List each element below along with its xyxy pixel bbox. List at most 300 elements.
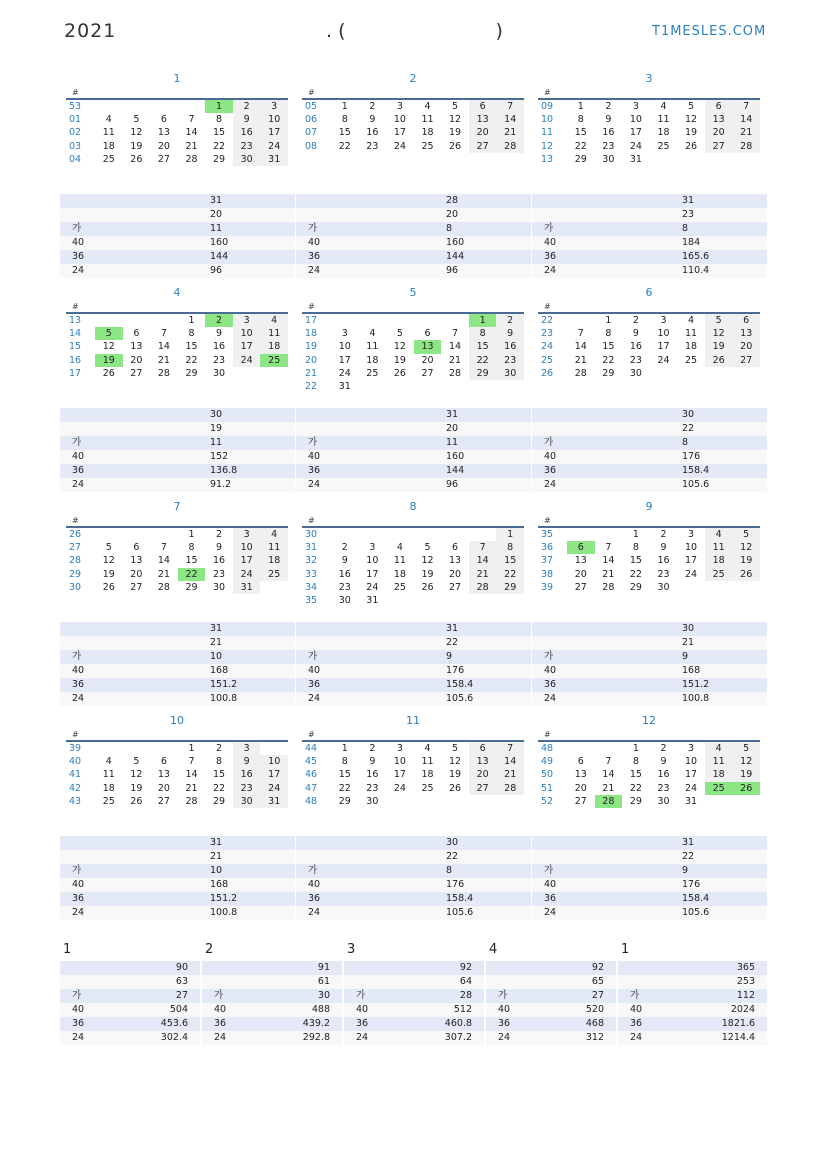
- stats-value: 151.2: [210, 679, 238, 690]
- day-cell: [567, 314, 595, 327]
- stats-row: [60, 622, 295, 636]
- day-cell: 26: [393, 367, 406, 379]
- day-cell: 21: [732, 126, 760, 139]
- day-cell: 23: [366, 782, 379, 794]
- quarter-stats-label: 가: [214, 990, 224, 1001]
- stats-row: [60, 878, 295, 892]
- day-cell: [650, 367, 678, 380]
- stats-row: [296, 850, 531, 864]
- day-cell: 31: [233, 581, 261, 594]
- day-cell: 5: [705, 314, 733, 327]
- stats-label: 40: [544, 879, 557, 890]
- quarter-stats-row: [344, 975, 484, 989]
- stats-value: 168: [210, 879, 229, 890]
- day-cell: 7: [577, 328, 584, 340]
- month-title: 6: [645, 286, 653, 299]
- day-cell: 30: [366, 795, 379, 807]
- week-number: 42: [69, 782, 82, 794]
- day-cell: 12: [102, 341, 115, 353]
- quarter-stats-value: 453.6: [160, 1018, 188, 1029]
- day-cell: 20: [157, 140, 170, 152]
- week-number: 21: [305, 367, 318, 379]
- day-cell: 31: [366, 594, 379, 606]
- day-cell: 22: [629, 782, 642, 794]
- day-cell: 29: [185, 367, 198, 379]
- stats-row: [60, 664, 295, 678]
- day-cell: 25: [102, 153, 115, 165]
- quarter-stats-label: 가: [72, 990, 82, 1001]
- stats-value: 10: [210, 651, 223, 662]
- day-cell: 4: [105, 114, 112, 126]
- month-stats-table: [296, 622, 531, 706]
- week-number: 03: [69, 140, 82, 152]
- quarter-stats-label: 40: [72, 1004, 85, 1015]
- stats-label: 24: [544, 479, 557, 490]
- quarter-stats-row: [202, 1003, 342, 1017]
- month-title: 1: [173, 72, 181, 85]
- day-cell: 29: [602, 367, 615, 379]
- stats-value: 11: [210, 437, 223, 448]
- stats-row: [532, 222, 767, 236]
- month-stats-table: [532, 622, 767, 706]
- day-cell: 17: [629, 127, 642, 139]
- day-cell: 22: [574, 140, 587, 152]
- quarter-stats-row: [344, 989, 484, 1003]
- month-stats-table: [532, 836, 767, 920]
- day-cell: 29: [629, 795, 642, 807]
- day-cell: 25: [393, 581, 406, 593]
- day-cell: [150, 528, 178, 541]
- stats-row: [296, 264, 531, 278]
- day-cell: [677, 153, 705, 166]
- week-number: 44: [305, 743, 318, 754]
- day-cell: 4: [260, 314, 288, 327]
- day-cell: 23: [233, 782, 261, 795]
- stats-label: 24: [544, 693, 557, 704]
- day-cell: 20: [157, 782, 170, 794]
- day-cell: 31: [685, 795, 698, 807]
- quarter-title: 3: [347, 942, 356, 957]
- stats-row: [296, 194, 531, 208]
- quarter-stats-value: 439.2: [302, 1018, 330, 1029]
- stats-value: 20: [210, 209, 223, 220]
- day-cell: 21: [602, 782, 615, 794]
- stats-label: 24: [308, 907, 321, 918]
- stats-value: 158.4: [446, 679, 474, 690]
- day-cell: 30: [233, 795, 261, 808]
- stats-value: 176: [682, 879, 701, 890]
- stats-row: [60, 208, 295, 222]
- day-cell: [123, 100, 151, 113]
- day-cell: 9: [341, 555, 348, 567]
- day-cell: 21: [185, 140, 198, 152]
- stats-value: 20: [446, 209, 459, 220]
- quarter-stats-row: [486, 989, 616, 1003]
- day-cell: 2: [369, 743, 376, 754]
- stats-row: [532, 836, 767, 850]
- day-cell: 26: [102, 367, 115, 379]
- quarter-stats-row: [344, 961, 484, 975]
- day-cell: 2: [605, 101, 612, 112]
- stats-label: 40: [544, 237, 557, 248]
- stats-label: 36: [308, 465, 321, 476]
- day-cell: [469, 380, 497, 393]
- stats-row: [296, 650, 531, 664]
- day-cell: [732, 795, 760, 808]
- stats-value: 30: [210, 409, 223, 420]
- quarter-stats-row: [344, 1031, 484, 1045]
- month-calendar: [302, 286, 524, 393]
- day-cell: 24: [366, 581, 379, 593]
- quarter-stats-row: [618, 1031, 767, 1045]
- stats-label: 36: [308, 679, 321, 690]
- day-cell: 18: [705, 554, 733, 567]
- day-cell: 19: [732, 768, 760, 781]
- day-cell: 23: [213, 354, 226, 366]
- day-cell: 1: [632, 529, 639, 540]
- day-cell: 5: [105, 542, 112, 554]
- stats-label: 36: [72, 893, 85, 904]
- day-cell: 3: [369, 542, 376, 554]
- day-cell: [178, 100, 206, 113]
- quarter-stats-row: [618, 961, 767, 975]
- month-grid: [538, 312, 760, 380]
- day-cell: [496, 380, 524, 393]
- day-cell: 17: [685, 769, 698, 781]
- day-cell: [469, 594, 497, 607]
- week-number: 30: [305, 529, 318, 540]
- quarter-stats-table: [618, 961, 767, 1045]
- week-number: 48: [305, 795, 318, 807]
- quarter-title: 1: [621, 942, 630, 957]
- quarter-title: 1: [63, 942, 72, 957]
- stats-value: 105.6: [446, 693, 474, 704]
- day-cell: [414, 594, 442, 607]
- quarter-stats-value: 64: [459, 976, 472, 987]
- day-cell: 8: [341, 114, 348, 126]
- day-cell: [260, 367, 288, 380]
- day-cell: 16: [338, 568, 351, 580]
- week-number-header: #: [72, 302, 79, 311]
- day-cell: 5: [732, 742, 760, 755]
- week-number: 35: [305, 594, 318, 606]
- day-cell: 24: [685, 568, 698, 580]
- day-cell: 27: [449, 581, 462, 593]
- day-cell: [123, 528, 151, 541]
- week-number: 43: [69, 795, 82, 807]
- stats-row: [60, 478, 295, 492]
- stats-label: 36: [544, 893, 557, 904]
- month-grid: [538, 526, 760, 594]
- week-number-header: #: [544, 302, 551, 311]
- quarter-stats-value: 307.2: [444, 1032, 472, 1043]
- day-cell: 8: [216, 756, 223, 768]
- week-number: 26: [541, 367, 554, 379]
- day-cell: 15: [574, 127, 587, 139]
- stats-value: 22: [446, 637, 459, 648]
- day-cell: 16: [496, 340, 524, 353]
- week-number-header: #: [544, 88, 551, 97]
- month-calendar: [302, 500, 524, 607]
- stats-label: 40: [308, 665, 321, 676]
- day-cell: 19: [393, 354, 406, 366]
- day-cell: 28: [157, 581, 170, 593]
- month-title: 8: [409, 500, 417, 513]
- stats-value: 9: [682, 651, 689, 662]
- day-cell: 14: [185, 769, 198, 781]
- stats-row: [532, 422, 767, 436]
- day-cell: 31: [260, 795, 288, 808]
- week-number: 01: [69, 114, 82, 126]
- stats-label: 36: [544, 679, 557, 690]
- quarter-stats-value: 1214.4: [721, 1032, 755, 1043]
- week-number: 09: [541, 101, 554, 112]
- day-cell: 3: [660, 315, 667, 326]
- quarter-stats-table: [202, 961, 342, 1045]
- day-cell: 9: [496, 327, 524, 340]
- stats-row: [296, 622, 531, 636]
- stats-value: 91.2: [210, 479, 232, 490]
- day-cell: [95, 100, 123, 113]
- day-cell: 27: [421, 367, 434, 379]
- day-cell: 9: [632, 328, 639, 340]
- day-cell: [260, 742, 288, 755]
- header-subtitle-right: ): [495, 20, 503, 42]
- day-cell: 20: [705, 126, 733, 139]
- day-cell: 21: [449, 354, 462, 366]
- site-logo[interactable]: T1MESLES.COM: [652, 24, 767, 39]
- stats-value: 8: [682, 437, 689, 448]
- quarter-stats-value: 292.8: [302, 1032, 330, 1043]
- day-cell: 24: [685, 782, 698, 794]
- day-cell: 1: [605, 315, 612, 326]
- day-cell: 19: [421, 568, 434, 580]
- day-cell: 25: [260, 354, 288, 367]
- quarter-stats-row: [60, 1031, 200, 1045]
- quarter-stats-value: 90: [175, 962, 188, 973]
- week-number: 20: [305, 354, 318, 366]
- day-cell: 27: [157, 153, 170, 165]
- month-grid: [66, 526, 288, 594]
- stats-row: [532, 678, 767, 692]
- stats-row: [532, 622, 767, 636]
- day-cell: 18: [366, 354, 379, 366]
- day-cell: [732, 153, 760, 166]
- day-cell: 26: [130, 795, 143, 807]
- day-cell: [441, 528, 469, 541]
- day-cell: 8: [632, 756, 639, 768]
- day-cell: 11: [685, 328, 698, 340]
- day-cell: 18: [657, 127, 670, 139]
- day-cell: 31: [629, 153, 642, 165]
- stats-label: 40: [544, 665, 557, 676]
- stats-label: 가: [72, 865, 82, 876]
- header-subtitle: [326, 20, 503, 42]
- day-cell: [677, 367, 705, 380]
- month-grid: [66, 312, 288, 380]
- day-cell: 28: [496, 782, 524, 795]
- day-cell: 16: [213, 341, 226, 353]
- quarter-stats-label: 36: [214, 1018, 227, 1029]
- stats-row: [296, 222, 531, 236]
- stats-value: 184: [682, 237, 701, 248]
- day-cell: 10: [393, 756, 406, 768]
- day-cell: 27: [469, 140, 497, 153]
- stats-row: [60, 264, 295, 278]
- month-grid: [66, 740, 288, 808]
- week-number: 29: [69, 568, 82, 580]
- day-cell: 18: [260, 340, 288, 353]
- quarter-stats-label: 24: [498, 1032, 511, 1043]
- day-cell: 4: [705, 742, 733, 755]
- day-cell: 10: [685, 542, 698, 554]
- day-cell: [386, 380, 414, 393]
- day-cell: [386, 314, 414, 327]
- day-cell: 10: [233, 327, 261, 340]
- quarter-stats-value: 1821.6: [721, 1018, 755, 1029]
- day-cell: 17: [685, 555, 698, 567]
- day-cell: 10: [260, 755, 288, 768]
- day-cell: [732, 581, 760, 594]
- day-cell: [414, 795, 442, 808]
- quarter-stats-label: 24: [214, 1032, 227, 1043]
- day-cell: 3: [688, 743, 695, 754]
- day-cell: 2: [216, 743, 223, 754]
- day-cell: 12: [449, 114, 462, 126]
- day-cell: [441, 380, 469, 393]
- day-cell: 6: [452, 542, 459, 554]
- quarter-title: 2: [205, 942, 214, 957]
- week-number-header: #: [72, 88, 79, 97]
- day-cell: 5: [95, 327, 123, 340]
- stats-value: 31: [446, 623, 459, 634]
- day-cell: 7: [496, 742, 524, 755]
- quarter-stats-value: 312: [585, 1032, 604, 1043]
- day-cell: 25: [705, 568, 733, 581]
- quarter-stats-row: [618, 975, 767, 989]
- day-cell: 7: [496, 100, 524, 113]
- day-cell: 30: [657, 581, 670, 593]
- quarter-stats-row: [202, 975, 342, 989]
- stats-row: [60, 850, 295, 864]
- week-number: 08: [305, 140, 318, 152]
- stats-row: [296, 464, 531, 478]
- stats-row: [296, 678, 531, 692]
- day-cell: [677, 581, 705, 594]
- stats-row: [296, 892, 531, 906]
- quarter-stats-row: [486, 1003, 616, 1017]
- month-title: 9: [645, 500, 653, 513]
- day-cell: 16: [213, 555, 226, 567]
- day-cell: 10: [233, 541, 261, 554]
- stats-value: 22: [682, 851, 695, 862]
- day-cell: 18: [102, 782, 115, 794]
- stats-value: 165.6: [682, 251, 710, 262]
- day-cell: 10: [685, 756, 698, 768]
- week-number: 38: [541, 568, 554, 580]
- stats-label: 40: [308, 879, 321, 890]
- day-cell: 28: [157, 367, 170, 379]
- day-cell: [496, 594, 524, 607]
- day-cell: [386, 795, 414, 808]
- day-cell: 23: [602, 140, 615, 152]
- day-cell: 12: [732, 755, 760, 768]
- month-title: 3: [645, 72, 653, 85]
- day-cell: 17: [260, 126, 288, 139]
- week-number: 28: [69, 555, 82, 567]
- stats-row: [296, 236, 531, 250]
- day-cell: 21: [602, 568, 615, 580]
- stats-row: [60, 892, 295, 906]
- month-stats-table: [296, 836, 531, 920]
- day-cell: 14: [732, 113, 760, 126]
- quarter-stats-row: [202, 961, 342, 975]
- day-cell: 17: [393, 127, 406, 139]
- week-number: 23: [541, 328, 554, 340]
- week-number: 37: [541, 555, 554, 567]
- day-cell: 4: [424, 101, 431, 112]
- stats-row: [60, 678, 295, 692]
- quarter-stats-row: [60, 989, 200, 1003]
- week-number: 30: [69, 581, 82, 593]
- stats-row: [296, 878, 531, 892]
- week-number: 14: [69, 328, 82, 340]
- stats-value: 110.4: [682, 265, 710, 276]
- day-cell: 1: [496, 528, 524, 541]
- stats-label: 가: [544, 865, 554, 876]
- day-cell: 30: [213, 367, 226, 379]
- week-number: 02: [69, 127, 82, 139]
- day-cell: [150, 100, 178, 113]
- day-cell: 14: [496, 113, 524, 126]
- day-cell: 19: [685, 127, 698, 139]
- stats-row: [532, 478, 767, 492]
- day-cell: 15: [213, 127, 226, 139]
- month-grid: [302, 526, 524, 607]
- week-number: 46: [305, 769, 318, 781]
- day-cell: [732, 367, 760, 380]
- stats-value: 9: [682, 865, 689, 876]
- day-cell: 12: [393, 341, 406, 353]
- day-cell: 22: [602, 354, 615, 366]
- stats-value: 96: [446, 479, 459, 490]
- stats-value: 96: [446, 265, 459, 276]
- day-cell: 19: [130, 782, 143, 794]
- day-cell: 3: [260, 100, 288, 113]
- stats-label: 24: [72, 479, 85, 490]
- quarter-stats-value: 365: [736, 962, 755, 973]
- day-cell: [567, 742, 595, 755]
- day-cell: 20: [130, 568, 143, 580]
- day-cell: 24: [393, 140, 406, 152]
- week-number: 13: [541, 153, 554, 165]
- stats-value: 100.8: [210, 907, 238, 918]
- week-number: 19: [305, 341, 318, 353]
- day-cell: 5: [396, 328, 403, 340]
- day-cell: 1: [341, 743, 348, 754]
- week-number: 32: [305, 555, 318, 567]
- day-cell: [150, 314, 178, 327]
- day-cell: 19: [449, 769, 462, 781]
- day-cell: 7: [160, 328, 167, 340]
- day-cell: 27: [574, 581, 587, 593]
- day-cell: 15: [213, 769, 226, 781]
- week-number: 41: [69, 769, 82, 781]
- day-cell: 11: [102, 769, 115, 781]
- stats-label: 24: [308, 479, 321, 490]
- day-cell: 8: [496, 541, 524, 554]
- stats-value: 151.2: [682, 679, 710, 690]
